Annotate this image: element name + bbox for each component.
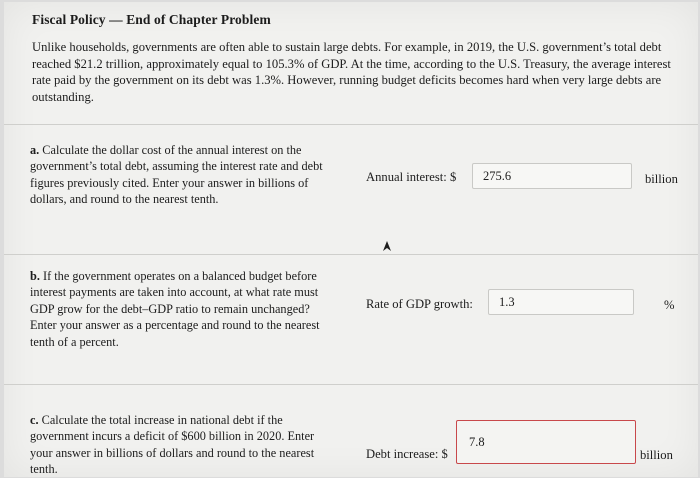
question-c-text: Calculate the total increase in national debt if the government incurs a deficit of $600 billion in 2020. Enter your answer in billions of dollars and round to the nearest tenth. — [30, 413, 315, 477]
debt-increase-value: 7.8 — [469, 435, 485, 449]
question-b-prefix: b. — [30, 269, 40, 283]
debt-increase-input[interactable] — [456, 420, 636, 464]
gdp-growth-value: 1.3 — [499, 295, 515, 309]
debt-increase-label: Debt increase: $ — [366, 447, 448, 461]
gdp-growth-input[interactable] — [488, 289, 634, 315]
mouse-cursor-icon — [382, 240, 392, 252]
gdp-growth-label: Rate of GDP growth: — [366, 297, 473, 311]
annual-interest-input[interactable] — [472, 163, 632, 189]
debt-increase-unit: billion — [640, 448, 673, 462]
question-c-prefix: c. — [30, 413, 39, 427]
question-b — [30, 268, 335, 350]
divider — [4, 254, 698, 255]
divider — [4, 124, 698, 125]
annual-interest-value: 275.6 — [483, 169, 512, 183]
problem-intro: Unlike households, governments are often able to sustain large debts. For example, in 2019, the U.S. government’s total debt reached $21.2 trillion, approximately equal to 105.3% of GDP. At the time, according to the U.S. Treasury, the average interest rate paid by the government on its debt was 1.3%. However, running budget deficits becomes hard when very large debts are outstanding. — [32, 40, 671, 104]
question-b-text: If the government operates on a balanced budget before interest payments are taken into account, at what rate must GDP grow for the debt–GDP ratio to remain unchanged? Enter your answer as a percentage and round to the nearest tenth of a percent. — [30, 269, 320, 349]
annual-interest-label: Annual interest: $ — [366, 170, 457, 184]
gdp-growth-unit: % — [664, 298, 675, 312]
question-a-text: Calculate the dollar cost of the annual interest on the government’s total debt, assuming the interest rate and debt figures previously cited. Enter your answer in billions of dollars, and round to the nearest tenth. — [30, 143, 323, 207]
question-a — [30, 142, 335, 208]
problem-sheet — [4, 2, 698, 477]
annual-interest-unit: billion — [645, 172, 678, 186]
page-title: Fiscal Policy — End of Chapter Problem — [32, 12, 271, 27]
question-a-prefix: a. — [30, 143, 40, 157]
divider — [4, 384, 698, 385]
question-c — [30, 412, 335, 478]
